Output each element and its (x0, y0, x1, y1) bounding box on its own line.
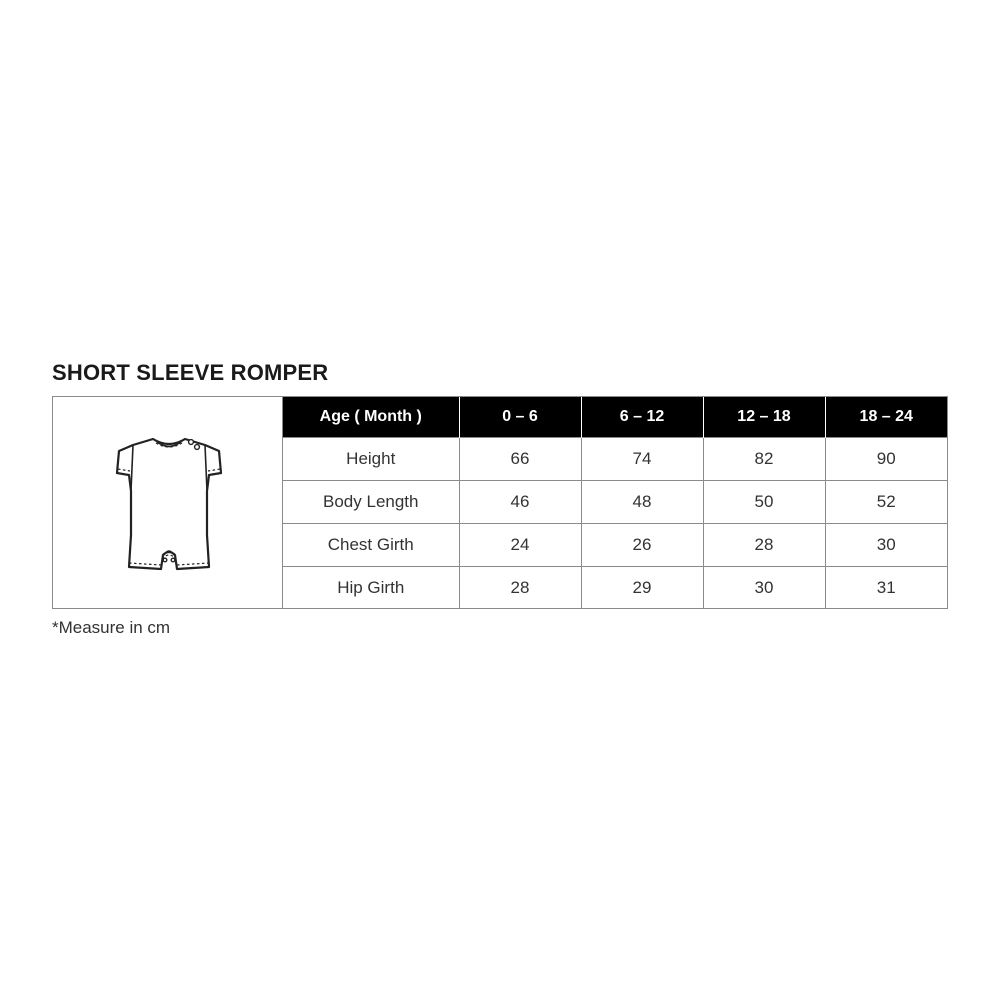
table-cell: 30 (825, 524, 947, 567)
header-age: Age ( Month ) (283, 397, 459, 438)
header-size-0-6: 0 – 6 (459, 397, 581, 438)
size-chart (52, 396, 948, 609)
row-label: Hip Girth (283, 567, 459, 610)
table-cell: 31 (825, 567, 947, 610)
header-size-12-18: 12 – 18 (703, 397, 825, 438)
romper-icon (111, 431, 227, 577)
row-label: Height (283, 438, 459, 481)
table-row (283, 567, 947, 610)
table-cell: 82 (703, 438, 825, 481)
table-cell: 48 (581, 481, 703, 524)
table-cell: 52 (825, 481, 947, 524)
table-cell: 74 (581, 438, 703, 481)
table-row (283, 481, 947, 524)
measurement-note: *Measure in cm (52, 618, 171, 637)
row-label: Chest Girth (283, 524, 459, 567)
size-table-wrap (283, 397, 947, 608)
size-table (283, 397, 947, 609)
chart-title: SHORT SLEEVE ROMPER (52, 360, 329, 385)
table-cell: 26 (581, 524, 703, 567)
table-row (283, 524, 947, 567)
table-cell: 29 (581, 567, 703, 610)
table-row (283, 438, 947, 481)
header-row (283, 397, 947, 438)
table-cell: 28 (459, 567, 581, 610)
illustration-cell (53, 397, 283, 608)
table-cell: 28 (703, 524, 825, 567)
table-cell: 30 (703, 567, 825, 610)
table-cell: 46 (459, 481, 581, 524)
table-cell: 90 (825, 438, 947, 481)
header-size-18-24: 18 – 24 (825, 397, 947, 438)
table-cell: 50 (703, 481, 825, 524)
table-cell: 24 (459, 524, 581, 567)
header-size-6-12: 6 – 12 (581, 397, 703, 438)
table-cell: 66 (459, 438, 581, 481)
row-label: Body Length (283, 481, 459, 524)
